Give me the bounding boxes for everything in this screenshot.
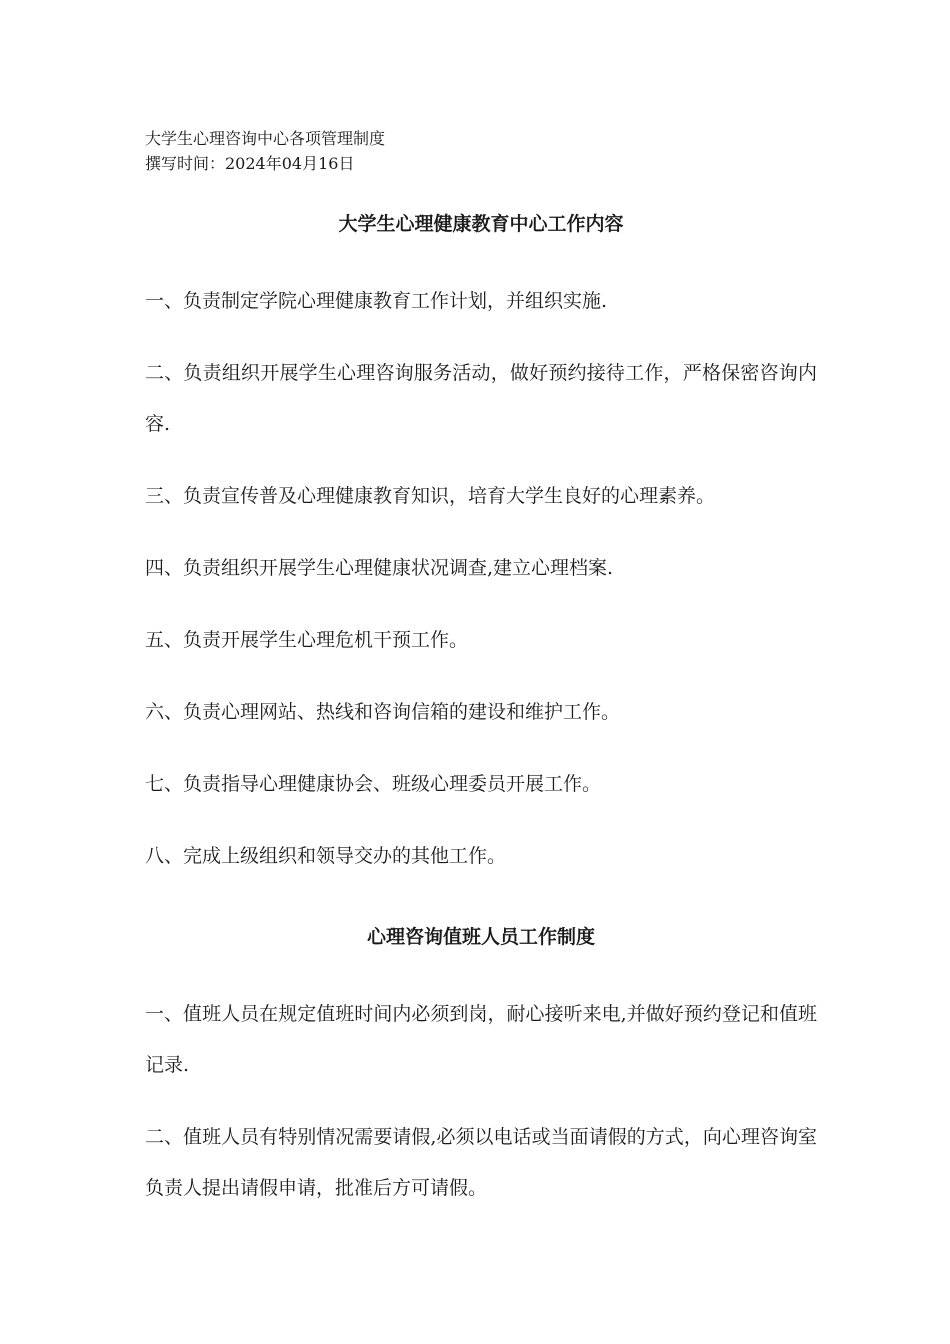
duty-system-item: 二、值班人员有特别情况需要请假,必须以电话或当面请假的方式，向心理咨询室负责人提出请假申请，批准后方可请假。 <box>145 1126 817 1199</box>
work-content-item: 一、负责制定学院心理健康教育工作计划，并组织实施. <box>145 290 608 312</box>
duty-system-item: 一、值班人员在规定值班时间内必须到岗，耐心接听来电,并做好预约登记和值班记录. <box>145 1003 817 1076</box>
work-content-item: 六、负责心理网站、热线和咨询信箱的建设和维护工作。 <box>145 701 621 723</box>
document-body <box>145 207 817 1235</box>
work-content-item: 八、完成上级组织和领导交办的其他工作。 <box>145 845 507 867</box>
document-title: 大学生心理咨询中心各项管理制度 <box>145 129 386 148</box>
section-heading-work-content: 大学生心理健康教育中心工作内容 <box>338 213 624 235</box>
section-heading-duty-system: 心理咨询值班人员工作制度 <box>366 926 595 948</box>
document-date: 撰写时间：2024年04月16日 <box>145 154 355 173</box>
work-content-item: 四、负责组织开展学生心理健康状况调查,建立心理档案. <box>145 557 614 579</box>
work-content-item: 五、负责开展学生心理危机干预工作。 <box>145 629 469 651</box>
work-content-item: 七、负责指导心理健康协会、班级心理委员开展工作。 <box>145 773 602 795</box>
work-content-item: 三、负责宣传普及心理健康教育知识，培育大学生良好的心理素养。 <box>145 485 716 507</box>
document-meta <box>145 126 385 176</box>
work-content-item: 二、负责组织开展学生心理咨询服务活动，做好预约接待工作，严格保密咨询内容. <box>145 362 817 435</box>
